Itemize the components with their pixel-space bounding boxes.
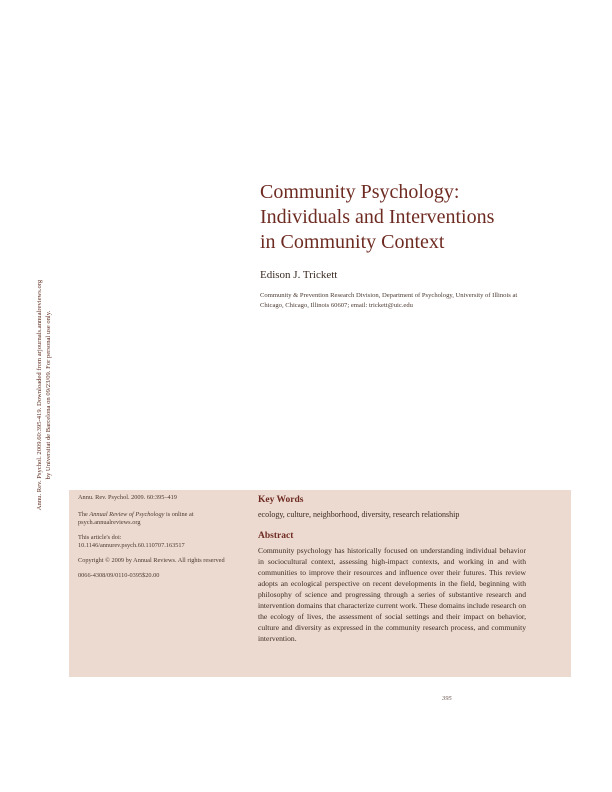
doi-block <box>78 534 228 551</box>
journal-name: Annual Review of Psychology <box>89 510 165 518</box>
title-line-3: in Community Context <box>260 231 445 253</box>
abstract-section <box>258 495 526 644</box>
download-notice-line2: by Universitat de Barcelona on 09/23/09. For personal use only. <box>44 310 52 480</box>
online-post: is online at psych.annualreviews.org <box>78 510 194 527</box>
publication-info <box>78 494 228 586</box>
title-line-2: Individuals and Interventions <box>260 206 495 228</box>
keywords-text: ecology, culture, neighborhood, diversity, research relationship <box>258 510 460 519</box>
article-title <box>260 180 580 255</box>
abstract-text: Community psychology has historically focused on understanding individual behavior in sociocultural context, assessing high-impact contexts, and working in and with communities to improve their resources and influence over their futures. This review adopts an ecological perspective on recent developments in the field, beginning with philosophy of science and progressing through a series of substantive research and intervention domains that characterize current work. These domains include research on the ecology of lives, the assessment of social settings and their impact on behavior, culture and diversity as expressed in the community research process, and community intervention. <box>258 546 526 643</box>
copyright: Copyright © 2009 by Annual Reviews. All rights reserved <box>78 556 225 564</box>
citation: Annu. Rev. Psychol. 2009. 60:395–419 <box>78 494 177 501</box>
doi-value: 10.1146/annurev.psych.60.110707.163517 <box>78 542 185 550</box>
online-availability <box>78 511 228 528</box>
title-line-1: Community Psychology: <box>260 181 460 203</box>
author-name: Edison J. Trickett <box>260 269 338 281</box>
page-number: 395 <box>442 695 452 702</box>
online-pre: The <box>78 510 90 518</box>
issn: 0066-4308/09/0110-0395$20.00 <box>78 571 160 579</box>
abstract-heading: Abstract <box>258 531 294 541</box>
download-notice-line1: Annu. Rev. Psychol. 2009.60:395-419. Downloaded from arjournals.annualreviews.org <box>36 279 43 511</box>
download-notice <box>36 250 53 540</box>
doi-label: This article's doi: <box>78 533 122 541</box>
keywords-heading: Key Words <box>258 495 304 505</box>
author-affiliation: Community & Prevention Research Division, Department of Psychology, University of Illinois at Chicago, Chicago, Illinois 60607; email: trickett@uic.edu <box>260 292 518 309</box>
